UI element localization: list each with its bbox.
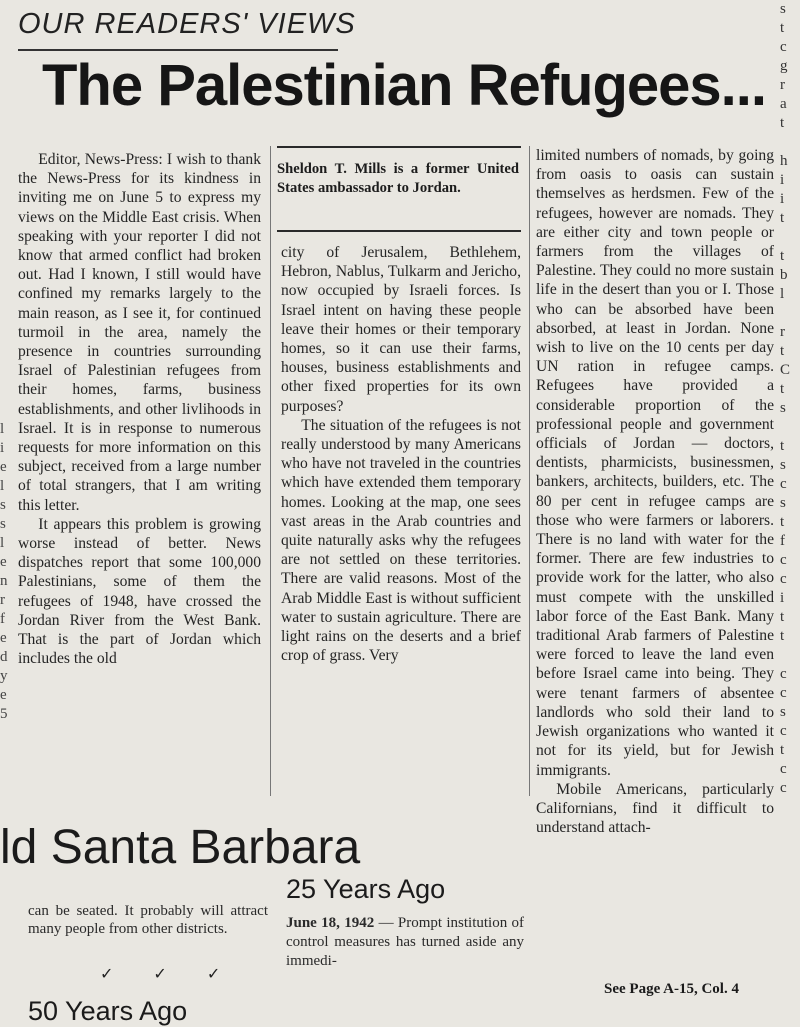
fifty-years-ago-heading: 50 Years Ago <box>28 996 188 1026</box>
paragraph: limited numbers of nomads, by going from oasis to oasis can sustain themselves as herdsmen. Few of the refugees, however are nomads. They are either city and town people or farmers from the villages of Palestine. They could no more sustain life in the desert than you or I. Those who can be absorbed have been absorbed, at least in Jordan. None wish to live on the 10 cents per day UN ration in refugee camps. Refugees have provided a considerable proportion of the professional people and government officials of Jordan — doctors, dentists, pharmicists, businessmen, bankers, architects, builders, etc. The 80 per cent in refugee camps are those who were farmers or laborers. There is no land with water for the former. There are few industries to provide work for the latter, who also must compete with the unskilled labor force of the East Bank. Many traditional Arab farmers of Palestine were forced to leave the land even before Israel came into being. They were tenant farmers of absentee landlords who sold their land to Jewish organizations who wanted it not for its yield, but for Jewish immigrants. <box>536 147 774 779</box>
letter-column-3 <box>536 146 774 837</box>
continuation-jump: See Page A-15, Col. 4 <box>604 981 739 997</box>
paragraph: city of Jerusalem, Bethlehem, Hebron, Nablus, Tulkarm and Jericho, now occupied by Israeli forces. Is Israel intent on having these people leave their homes or their temporary homes, so it can use their farms, houses, business establishments and other fixed properties for its own purposes? <box>281 244 521 415</box>
dateline: June 18, 1942 <box>286 915 375 931</box>
paragraph: Mobile Americans, particularly Californians, find it difficult to understand attach- <box>536 780 774 837</box>
twenty-five-years-ago-text <box>286 914 524 972</box>
author-bio: Sheldon T. Mills is a former United States ambassador to Jordan. <box>277 161 519 196</box>
column-divider <box>529 146 530 796</box>
adjacent-article-strip-left: l i e l s s l e n r f e d y e 5 <box>0 421 8 722</box>
section-kicker: OUR READERS' VIEWS <box>18 8 356 40</box>
column-divider <box>270 146 271 796</box>
check-marks: ✓ ✓ ✓ <box>100 966 239 983</box>
santa-barbara-headline: ld Santa Barbara <box>0 821 361 874</box>
letter-column-2 <box>281 243 521 665</box>
bio-rule-bottom <box>277 230 521 232</box>
bio-rule-top <box>277 146 521 148</box>
twenty-five-years-ago-heading: 25 Years Ago <box>286 874 446 904</box>
santa-barbara-text: can be seated. It probably will attract many people from other districts. <box>28 903 268 937</box>
paragraph: It appears this problem is growing worse instead of better. News dispatches report that some 100,000 Palestinians, some of them the refugees of 1948, have crossed the Jordan River from the West Bank. That is the part of Jordan which includes the old <box>18 515 261 668</box>
letter-column-1 <box>18 150 261 668</box>
paragraph: Editor, News-Press: I wish to thank the News-Press for its kindness in inviting me on June 5 to express my views on the Middle East crisis. When speaking with your reporter I did not know that armed conflict had broken out. Had I known, I still would have confined my remarks largely to the main reason, as I see it, for continued turmoil in the area, namely the presence in countries surrounding Israel of Palestinian refugees from their homes, farms, business establishments, and other livlihoods in Israel. It is in response to numerous requests for more information on this subject, received from a large number of total strangers, that I am writing this letter. <box>18 151 261 514</box>
adjacent-article-strip: s t c g r a t h i i t t b l r t C t s t s c s t f c c i t t c c s c t c c <box>780 1 791 796</box>
page-headline: The Palestinian Refugees... <box>42 53 766 118</box>
paragraph: The situation of the refugees is not really understood by many Americans who have not traveled in the countries which have extended them temporary homes. Looking at the map, one sees vast areas in the Arab countries and quite naturally asks why the refugees are not settled on these territories. There are valid reasons. Most of the Arab Middle East is without sufficient water to sustain agriculture. There are light rains on the deserts and a brief crop of grass. Very <box>281 416 521 665</box>
kicker-rule <box>18 49 338 51</box>
item-text: — Prompt institution of control measures has turned aside any immedi- <box>286 915 525 970</box>
